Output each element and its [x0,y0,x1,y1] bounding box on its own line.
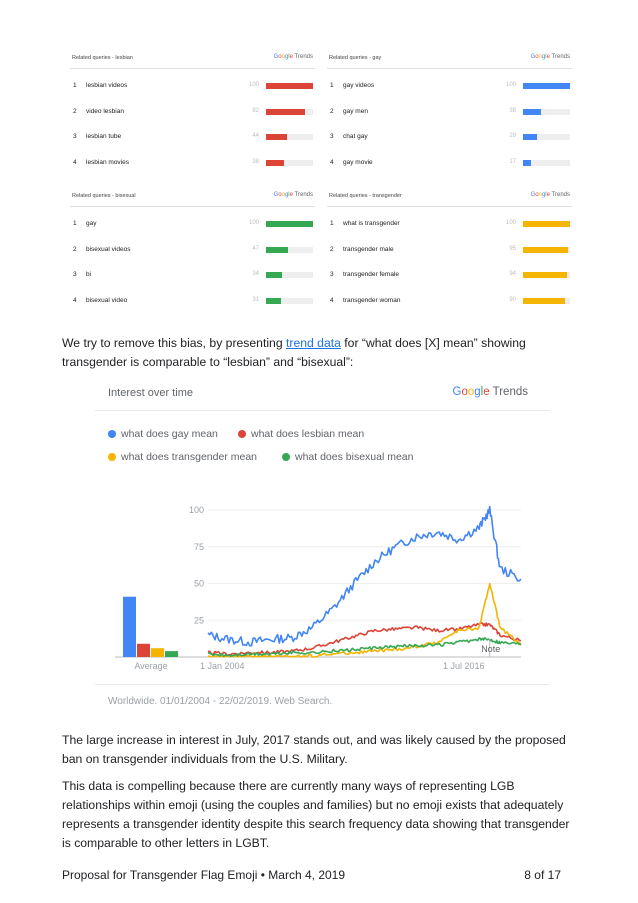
average-bar [123,597,136,657]
query-row[interactable] [70,246,315,272]
query-row[interactable] [327,82,572,108]
query-term: video lesbian [86,107,124,115]
query-rank: 1 [330,82,334,89]
query-bar-track [523,83,570,89]
related-queries-panel [70,52,315,177]
legend-item[interactable]: what does lesbian mean [238,428,364,440]
related-queries-panel [327,190,572,315]
chart-footnote: Worldwide. 01/01/2004 - 22/02/2019. Web Search. [108,696,333,707]
x-tick-label: 1 Jul 2016 [443,661,485,671]
query-bar-track [266,134,313,140]
y-tick-label: 25 [193,615,204,626]
query-bar-track [523,134,570,140]
query-row[interactable] [327,220,572,246]
query-bar [523,160,531,166]
panel-title: Related queries - gay [329,55,382,61]
query-row[interactable] [70,271,315,297]
query-value: 17 [509,158,516,165]
interest-over-time-chart [95,380,550,712]
query-bar-track [523,160,570,166]
chart-footer-divider [95,684,550,685]
y-tick-label: 100 [188,505,204,515]
query-bar [266,160,284,166]
query-rank: 4 [73,296,77,304]
query-value: 38 [509,107,516,114]
query-term: gay men [343,107,368,115]
query-value: 100 [505,82,516,88]
query-value: 95 [509,245,516,252]
query-term: bisexual videos [86,245,131,253]
query-term: lesbian movies [86,158,129,166]
average-bar [137,644,150,657]
query-bar [266,134,287,140]
x-tick-label: 1 Jan 2004 [200,661,245,671]
query-term: chat gay [343,133,368,140]
chart-plot [95,380,550,680]
query-bar-track [266,109,313,115]
query-bar-track [266,221,313,227]
query-bar [266,247,288,253]
y-tick-label: 75 [193,541,204,552]
query-rank: 1 [73,82,77,89]
query-bar [266,221,313,227]
average-label: Average [134,661,168,671]
query-rank: 3 [330,271,334,278]
query-bar [266,298,281,304]
chart-title: Interest over time [108,387,193,399]
query-row[interactable] [327,108,572,134]
query-bar [523,247,568,253]
query-rank: 2 [73,107,77,115]
query-term: lesbian videos [86,82,128,89]
query-bar [523,134,537,140]
query-term: lesbian tube [86,133,122,140]
query-row[interactable] [327,133,572,159]
legend-item[interactable]: what does bisexual mean [282,451,414,463]
query-row[interactable] [327,297,572,323]
query-bar-track [523,221,570,227]
query-bar-track [523,272,570,278]
query-rank: 2 [73,245,77,253]
query-value: 38 [252,158,259,165]
legend-item[interactable]: what does transgender mean [108,451,257,463]
average-bar [151,648,164,657]
query-bar-track [266,247,313,253]
query-value: 100 [505,220,516,226]
query-bar [266,83,313,89]
query-bar-track [266,272,313,278]
query-row[interactable] [70,133,315,159]
query-value: 90 [509,296,516,303]
query-value: 94 [509,271,516,277]
query-bar [523,272,567,278]
query-term: bi [86,271,92,278]
paragraph-conclusion: This data is compelling because there are currently many ways of representing LGB relationships within emoji (using the couples and families) but no emoji exists that adequately represents a transgender identity despite this search frequency data showing that transgender is comparable to other letters in LGBT. [62,779,570,850]
query-row[interactable] [70,220,315,246]
query-rank: 4 [330,158,334,166]
footer-title: Proposal for Transgender Flag Emoji • March 4, 2019 [62,868,346,882]
related-queries-panel [327,52,572,177]
page-number: 8 of 17 [524,868,561,882]
query-term: gay [86,220,97,227]
query-value: 31 [252,296,259,303]
query-bar-track [523,109,570,115]
query-row[interactable] [70,159,315,185]
related-queries-panel [70,190,315,315]
query-bar [523,221,570,227]
panel-title: Related queries - bisexual [72,193,136,199]
query-rank: 3 [330,133,334,140]
legend-item[interactable]: what does gay mean [108,428,218,440]
panel-title: Related queries - lesbian [72,55,133,61]
query-row[interactable] [327,159,572,185]
query-bar-track [523,247,570,253]
query-bar-track [266,83,313,89]
trend-data-link[interactable]: trend data [286,336,341,350]
query-rank: 2 [330,107,334,115]
query-rank: 1 [73,220,77,227]
query-bar-track [266,298,313,304]
query-row[interactable] [327,271,572,297]
query-row[interactable] [70,108,315,134]
query-value: 44 [252,133,259,139]
query-term: gay videos [343,82,375,89]
query-value: 47 [252,245,259,252]
note-label: Note [481,644,501,654]
query-bar [523,298,565,304]
google-trends-logo: Google Trends [273,192,313,198]
query-value: 100 [248,220,259,226]
google-trends-logo: Google Trends [452,386,528,398]
query-bar [266,272,282,278]
query-value: 100 [248,82,259,88]
query-row[interactable] [70,297,315,323]
paragraph-intro: We try to remove this bias, by presenting trend data for “what does [X] mean” showing transgender is comparable to “lesbian” and “bisexual”: [62,336,526,369]
paragraph-july-spike: The large increase in interest in July, 2017 stands out, and was likely caused by the proposed ban on transgender individuals from the U.S. Military. [62,733,566,766]
query-term: transgender woman [343,296,401,304]
panel-title: Related queries - transgender [329,193,402,199]
query-value: 34 [252,271,259,277]
query-bar [523,83,570,89]
query-term: what is transgender [343,220,400,227]
query-bar [523,109,541,115]
query-value: 29 [509,133,516,139]
query-rank: 2 [330,245,334,253]
query-row[interactable] [327,246,572,272]
query-bar [266,109,305,115]
query-term: transgender male [343,245,394,253]
query-term: gay movie [343,158,373,166]
query-value: 82 [252,107,259,114]
query-bar-track [266,160,313,166]
google-trends-logo: Google Trends [530,192,570,198]
google-trends-logo: Google Trends [530,54,570,60]
query-rank: 4 [330,296,334,304]
query-term: bisexual video [86,296,128,304]
query-rank: 3 [73,133,77,140]
y-tick-label: 50 [193,578,204,589]
google-trends-logo: Google Trends [273,54,313,60]
query-rank: 3 [73,271,77,278]
query-row[interactable] [70,82,315,108]
query-rank: 1 [330,220,334,227]
query-bar-track [523,298,570,304]
query-term: transgender female [343,271,400,278]
average-bar [165,651,178,657]
query-rank: 4 [73,158,77,166]
